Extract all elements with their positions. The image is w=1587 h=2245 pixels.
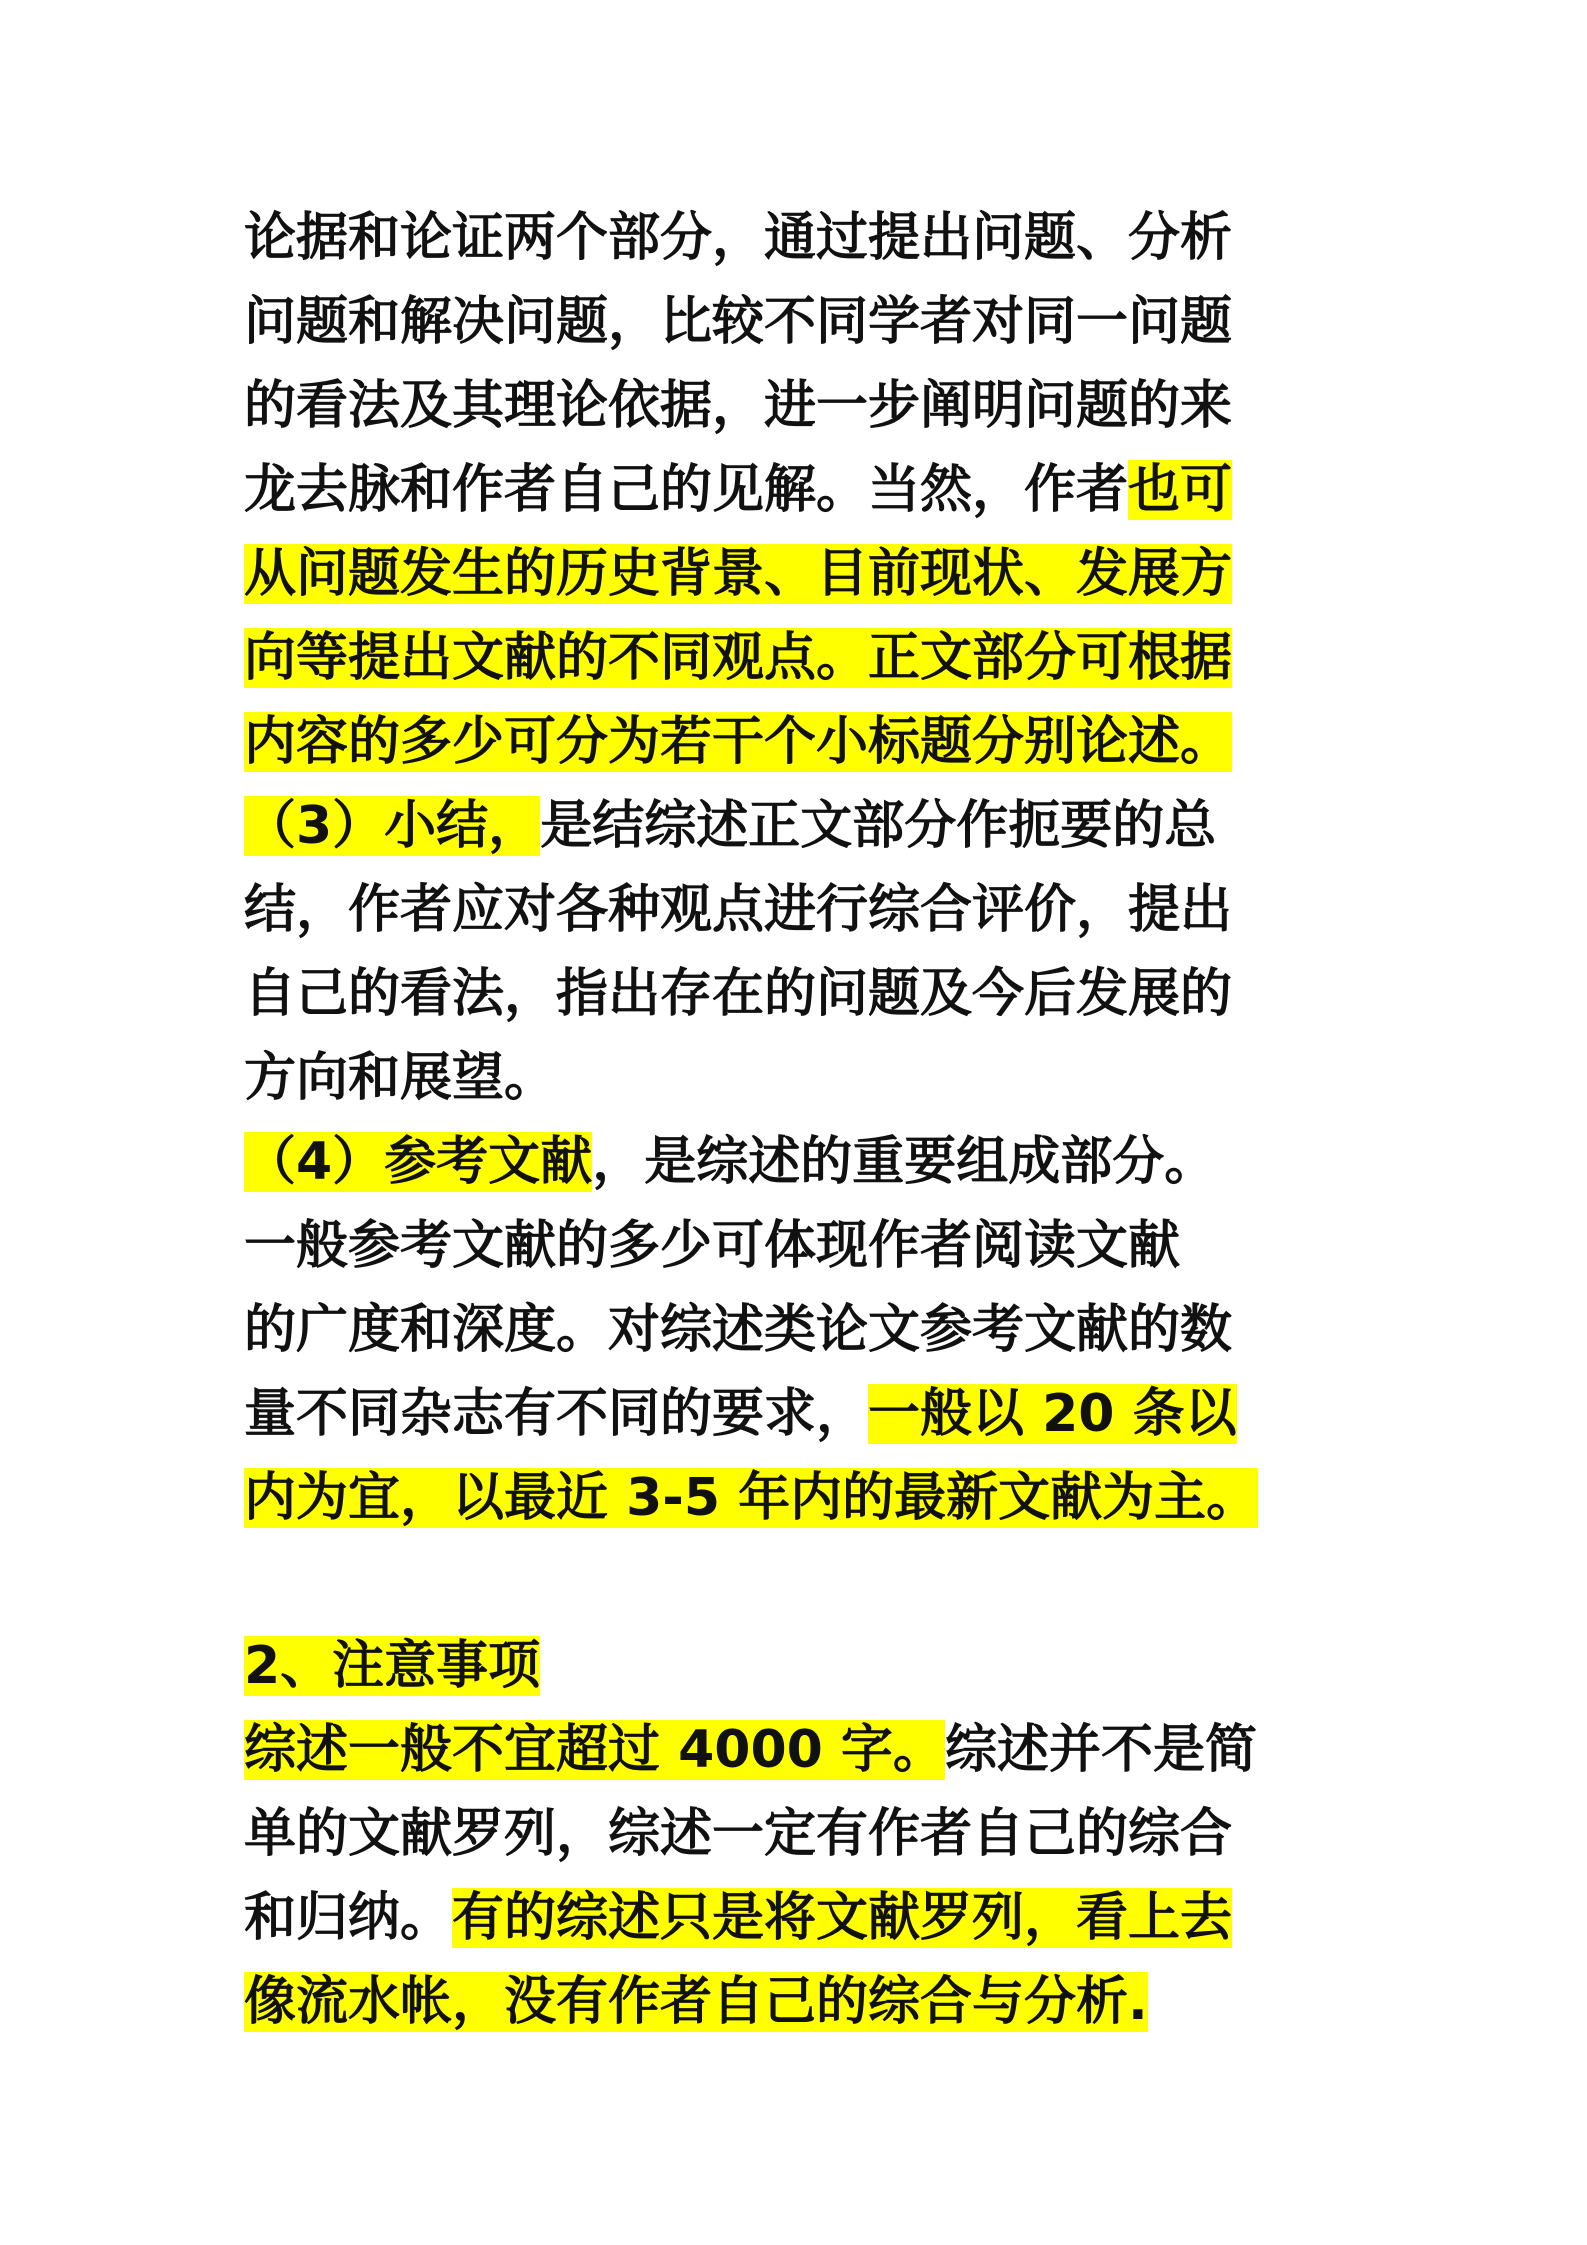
text-line-4 [244,448,1354,532]
highlighted-text-run: （3）小结， [244,796,541,856]
highlighted-text-run: 综述一般不宜超过 4000 字。 [244,1720,945,1780]
text-line-3 [244,364,1354,448]
text-line-18 [244,1708,1354,1792]
text-line-13 [244,1204,1354,1288]
highlighted-text-run: 内为宜，以最近 3-5 年内的最新文献为主。 [244,1468,1259,1528]
highlighted-text-run: 内容的多少可分为若干个小标题分别论述。 [244,712,1233,772]
text-run: 量不同杂志有不同的要求， [244,1384,869,1444]
text-line-5 [244,532,1354,616]
text-line-21 [244,1960,1354,2044]
text-run: 论据和论证两个部分，通过提出问题、分析 [244,208,1233,268]
text-run: 方向和展望。 [244,1048,557,1108]
section-references-heading-line [244,1120,1354,1204]
text-run: 是结综述正文部分作扼要的总 [540,796,1217,856]
text-run: 龙去脉和作者自己的见解。当然，作者 [244,460,1129,520]
text-line-11 [244,1036,1354,1120]
highlighted-text-run: 从问题发生的历史背景、目前现状、发展方 [244,544,1233,604]
paragraph-gap [244,1540,1354,1624]
text-run: 一般参考文献的多少可体现作者阅读文献 [244,1216,1181,1276]
text-run: ，是综述的重要组成部分。 [592,1132,1217,1192]
highlighted-text-run: 向等提出文献的不同观点。正文部分可根据 [244,628,1233,688]
text-run: 单的文献罗列，综述一定有作者自己的综合 [244,1804,1233,1864]
text-run: 的看法及其理论依据，进一步阐明问题的来 [244,376,1233,436]
highlighted-text-run: 有的综述只是将文献罗列，看上去 [452,1888,1233,1948]
text-run: 问题和解决问题，比较不同学者对同一问题 [244,292,1233,352]
document-body [244,196,1354,2044]
text-run: 和归纳。 [244,1888,453,1948]
text-line-15 [244,1372,1354,1456]
text-line-16 [244,1456,1354,1540]
text-line-14 [244,1288,1354,1372]
text-run: 综述并不是简 [944,1720,1257,1780]
text-line-1 [244,196,1354,280]
highlighted-text-run: 也可 [1128,460,1233,520]
text-run: 的广度和深度。对综述类论文参考文献的数 [244,1300,1233,1360]
section-summary-heading-line [244,784,1354,868]
text-line-6 [244,616,1354,700]
text-line-7 [244,700,1354,784]
text-run: 结，作者应对各种观点进行综合评价，提出 [244,880,1233,940]
text-line-9 [244,868,1354,952]
section-notes-heading-line [244,1624,1354,1708]
highlighted-text-run: 一般以 20 条以 [868,1384,1237,1444]
text-run: 自己的看法，指出存在的问题及今后发展的 [244,964,1233,1024]
highlighted-text-run: 像流水帐，没有作者自己的综合与分析. [244,1972,1148,2032]
text-line-20 [244,1876,1354,1960]
text-line-19 [244,1792,1354,1876]
text-line-10 [244,952,1354,1036]
section-heading: 2、注意事项 [244,1636,541,1696]
highlighted-text-run: （4）参考文献 [244,1132,593,1192]
text-line-2 [244,280,1354,364]
